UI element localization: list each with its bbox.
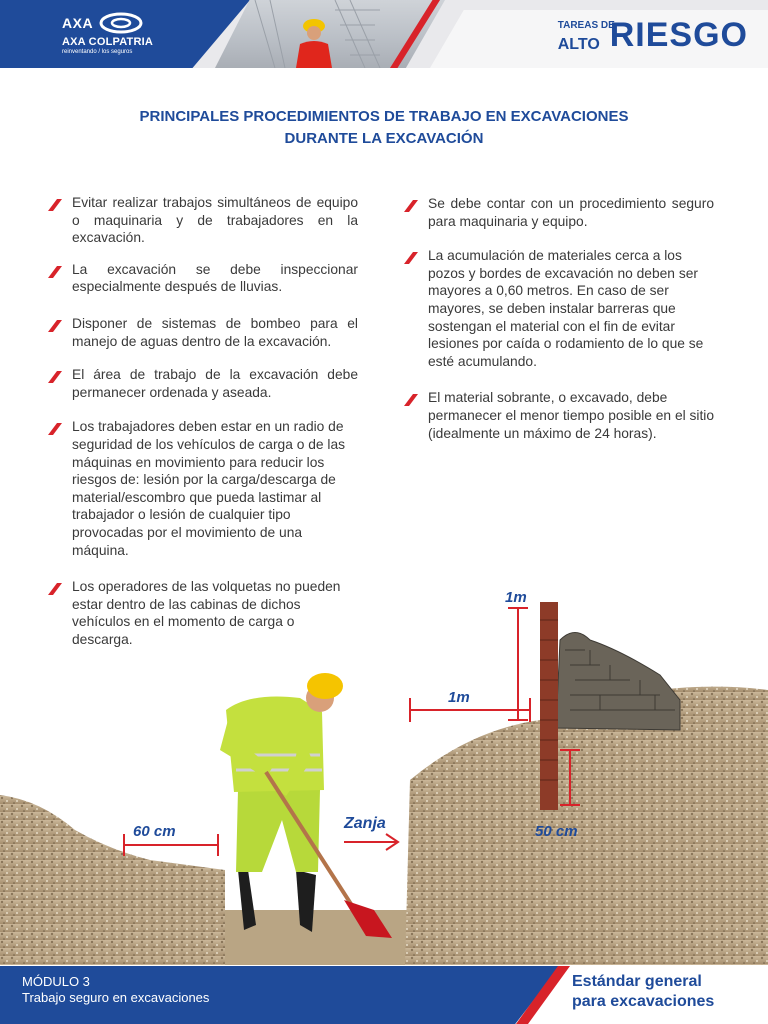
list-item — [404, 389, 726, 442]
label-60cm: 60 cm — [133, 823, 176, 840]
list-item-text: Evitar realizar trabajos simultáneos de equipo o maquinaria y de trabajadores en la excavación. — [72, 195, 358, 246]
red-slash-bullet-icon — [48, 199, 62, 211]
label-1m-side: 1m — [448, 689, 470, 706]
list-item-text: Los operadores de las volquetas no pueden estar dentro de las cabinas de dichos vehículos en el momento de carga o descarga. — [72, 579, 341, 647]
list-item — [48, 366, 358, 401]
red-slash-bullet-icon — [404, 252, 418, 264]
list-item — [48, 194, 358, 247]
header-banner — [0, 0, 768, 68]
red-slash-bullet-icon — [404, 394, 418, 406]
red-slash-bullet-icon — [404, 200, 418, 212]
list-item-text: El área de trabajo de la excavación debe permanecer ordenada y aseada. — [72, 367, 358, 400]
list-item-text: La acumulación de materiales cerca a los pozos y bordes de excavación no deben ser mayores a 0,60 metros. En caso de ser mayores, se deben instalar barreras que sostengan el material con el fin de evitar lesiones por caída o rodamiento de lo que se esté acumulando. — [428, 248, 704, 369]
colpatria-swirl-icon — [99, 12, 143, 34]
red-slash-bullet-icon — [48, 423, 62, 435]
worker-with-shovel — [220, 673, 392, 938]
red-slash-bullet-icon — [48, 371, 62, 383]
list-item — [404, 247, 726, 370]
logo-brand-name: AXA COLPATRIA — [62, 36, 154, 48]
standard-line2: para excavaciones — [572, 993, 715, 1010]
label-zanja: Zanja — [344, 815, 386, 832]
footer-banner — [0, 966, 768, 1024]
list-item — [404, 195, 726, 230]
list-item — [48, 261, 358, 296]
module-number: MÓDULO 3 — [22, 974, 90, 989]
axa-colpatria-logo — [62, 12, 153, 55]
list-item-text: La excavación se debe inspeccionar especialmente después de lluvias. — [72, 261, 358, 295]
red-slash-bullet-icon — [48, 320, 62, 332]
list-item-text: Se debe contar con un procedimiento seguro para maquinaria y equipo. — [428, 196, 714, 229]
label-50cm: 50 cm — [535, 823, 578, 840]
page-title — [0, 106, 768, 150]
axa-logo-icon: AXA — [62, 15, 94, 31]
stone-wall — [556, 633, 680, 731]
brick-post — [540, 602, 558, 810]
brand-alto: ALTO — [557, 36, 600, 53]
page-title-line1: PRINCIPALES PROCEDIMIENTOS DE TRABAJO EN EXCAVACIONES — [139, 108, 629, 125]
left-soil-mound — [0, 795, 225, 965]
red-slash-bullet-icon — [48, 266, 62, 278]
list-item-text: Los trabajadores deben estar en un radio de seguridad de los vehículos de carga o de las máquinas en movimiento para reducir los riesgos de: lesión por la carga/descarga de material/escombro que pueda lastimar al trabajador o lesión de cualquier tipo provocadas por el movimiento de una máquina. — [72, 419, 346, 558]
list-item-text: El material sobrante, o excavado, debe permanecer el menor tiempo posible en el sitio (idealmente un máximo de 24 horas). — [428, 390, 715, 441]
list-item — [48, 315, 358, 350]
list-item-text: Disponer de sistemas de bombeo para el manejo de aguas dentro de la excavación. — [72, 315, 358, 349]
right-bullet-list — [404, 195, 726, 442]
brand-riesgo: RIESGO — [609, 16, 748, 54]
alto-riesgo-brand — [558, 18, 748, 52]
excavation-scene-illustration — [0, 580, 768, 965]
standard-line1: Estándar general — [572, 973, 702, 990]
standard-title — [572, 972, 714, 1012]
brand-tareas-de: TAREAS DE — [557, 20, 615, 31]
module-info — [22, 974, 209, 1006]
excavation-diagram — [0, 580, 768, 965]
label-1m-top: 1m — [505, 589, 527, 606]
list-item — [48, 418, 358, 559]
page-title-line2: DURANTE LA EXCAVACIÓN — [284, 130, 484, 147]
logo-tagline: reinventando / los seguros — [62, 49, 133, 55]
module-subtitle: Trabajo seguro en excavaciones — [22, 990, 210, 1005]
worker-photo-icon — [292, 16, 336, 68]
